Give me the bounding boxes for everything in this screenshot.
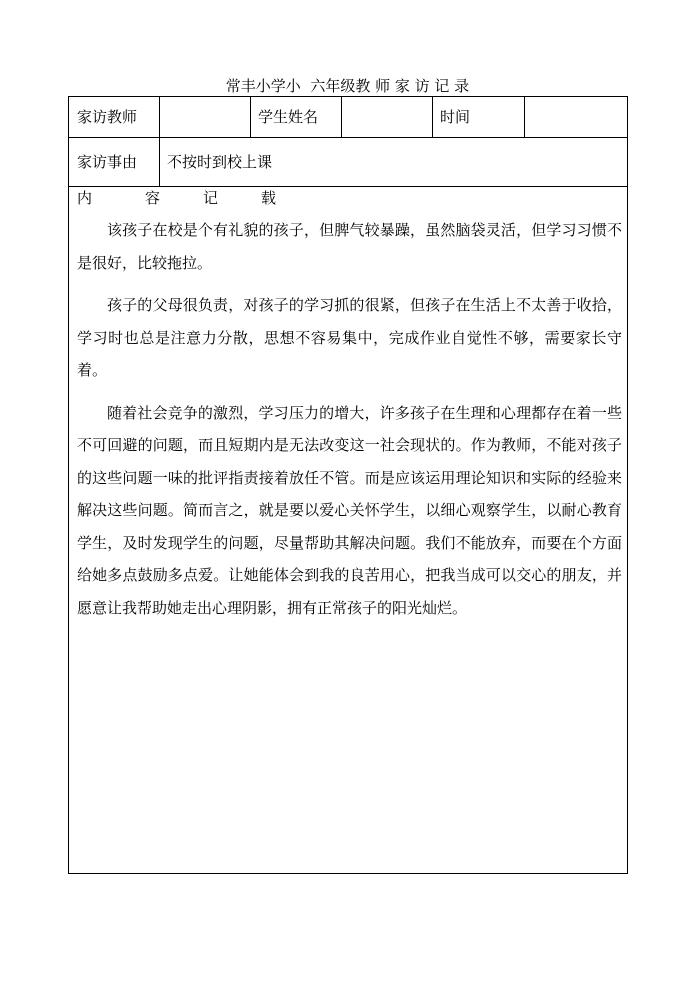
col-divider-5 xyxy=(524,97,525,137)
time-label: 时间 xyxy=(440,108,471,126)
col-divider-3 xyxy=(341,97,342,137)
col-divider-1 xyxy=(159,97,160,137)
teacher-label: 家访教师 xyxy=(77,108,138,126)
content-paragraph: 孩子的父母很负责，对孩子的学习抓的很紧，但孩子在生活上不太善于收拾，学习时也总是注意力分散，思想不容易集中，完成作业自觉性不够，需要家长守着。 xyxy=(77,296,622,379)
col-divider-4 xyxy=(432,97,433,137)
content-heading-char: 容 xyxy=(145,189,161,207)
col-divider-2 xyxy=(250,97,251,137)
content-paragraph: 该孩子在校是个有礼貌的孩子，但脾气较暴躁，虽然脑袋灵活，但学习习惯不是很好，比较拖拉。 xyxy=(77,221,622,272)
content-body xyxy=(77,214,622,634)
content-paragraph: 随着社会竞争的激烈，学习压力的增大，许多孩子在生理和心理都存在着一些不可回避的问题，而且短期内是无法改变这一社会现状的。作为教师，不能对孩子的这些问题一味的批评指责接着放任不管。而是应该运用理论知识和实际的经验来解决这些问题。简而言之，就是要以爱心关怀学生，以细心观察学生，以耐心教育学生，及时发现学生的问题，尽量帮助其解决问题。我们不能放弃，而要在个方面给她多点鼓励多点爱。让她能体会到我的良苦用心，把我当成可以交心的朋友，并愿意让我帮助她走出心理阴影，拥有正常孩子的阳光灿烂。 xyxy=(77,403,622,617)
row-divider-1 xyxy=(69,137,627,138)
visit-reason-label: 家访事由 xyxy=(77,153,138,171)
visit-record-form xyxy=(68,96,628,874)
content-heading xyxy=(77,189,276,207)
visit-reason-value[interactable]: 不按时到校上课 xyxy=(167,153,273,171)
document-title: 常丰小学小 六年级教 师 家 访 记 录 xyxy=(225,77,470,95)
student-name-label: 学生姓名 xyxy=(258,108,319,126)
content-heading-char: 载 xyxy=(261,189,277,207)
content-heading-char: 内 xyxy=(77,189,93,207)
row-divider-2 xyxy=(69,186,627,187)
content-heading-char: 记 xyxy=(203,189,219,207)
col-divider-reason xyxy=(159,137,160,186)
